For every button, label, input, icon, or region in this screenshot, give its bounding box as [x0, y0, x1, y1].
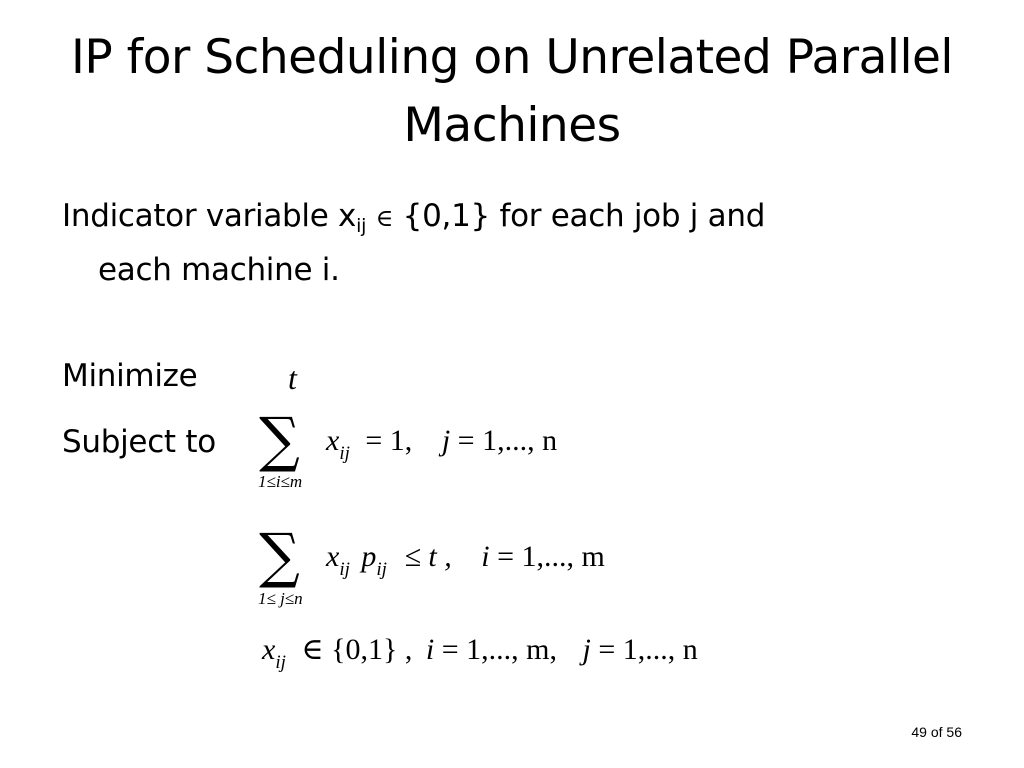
objective-expression — [288, 360, 297, 397]
summation-symbol-2: ∑ — [259, 521, 300, 591]
indicator-set-text: {0,1} for each job j and — [402, 198, 766, 234]
c2-index-var: i — [481, 540, 490, 573]
c2-rhs: ≤ t , — [404, 540, 452, 573]
c3-index2-var: j — [582, 633, 591, 666]
c2-var2-sub: ij — [376, 559, 387, 580]
c2-var: x — [326, 540, 340, 573]
c3-var-sub: ij — [275, 652, 286, 673]
c2-index-range: = 1,..., m — [497, 540, 605, 573]
indicator-subscript: ij — [356, 215, 367, 237]
c1-var: x — [326, 424, 340, 457]
constraint-2 — [326, 540, 605, 581]
indicator-line-2: each machine i. — [98, 252, 340, 288]
c1-var-sub: ij — [339, 443, 350, 464]
slide-number: 49 of 56 — [911, 724, 962, 740]
c3-index2-range: = 1,..., n — [598, 633, 698, 666]
indicator-prefix: Indicator variable x — [62, 198, 357, 234]
c3-var: x — [262, 633, 276, 666]
objective-t: t — [288, 360, 297, 396]
sum-limits-1: 1≤i≤m — [258, 472, 303, 491]
c3-index1-range: = 1,..., m, — [441, 633, 558, 666]
c1-index-range: = 1,..., n — [457, 424, 558, 457]
subject-to-label: Subject to — [62, 424, 216, 460]
c2-var-sub: ij — [339, 559, 350, 580]
sum-limits-2: 1≤ j≤n — [258, 589, 303, 608]
element-of-symbol: ∈ — [375, 204, 394, 232]
c2-var2: p — [361, 540, 377, 573]
constraint-3 — [262, 632, 698, 674]
indicator-line-1 — [62, 196, 765, 246]
c3-domain: ∈ {0,1} , — [301, 633, 413, 666]
slide-title: IP for Scheduling on Unrelated Parallel Machines — [71, 30, 953, 153]
c3-index1-var: i — [425, 633, 435, 666]
minimize-label: Minimize — [62, 358, 198, 394]
constraint-1 — [326, 424, 557, 465]
summation-symbol-1: ∑ — [259, 405, 300, 475]
c1-rhs: = 1, — [365, 424, 413, 457]
c1-index-var: j — [441, 424, 451, 457]
